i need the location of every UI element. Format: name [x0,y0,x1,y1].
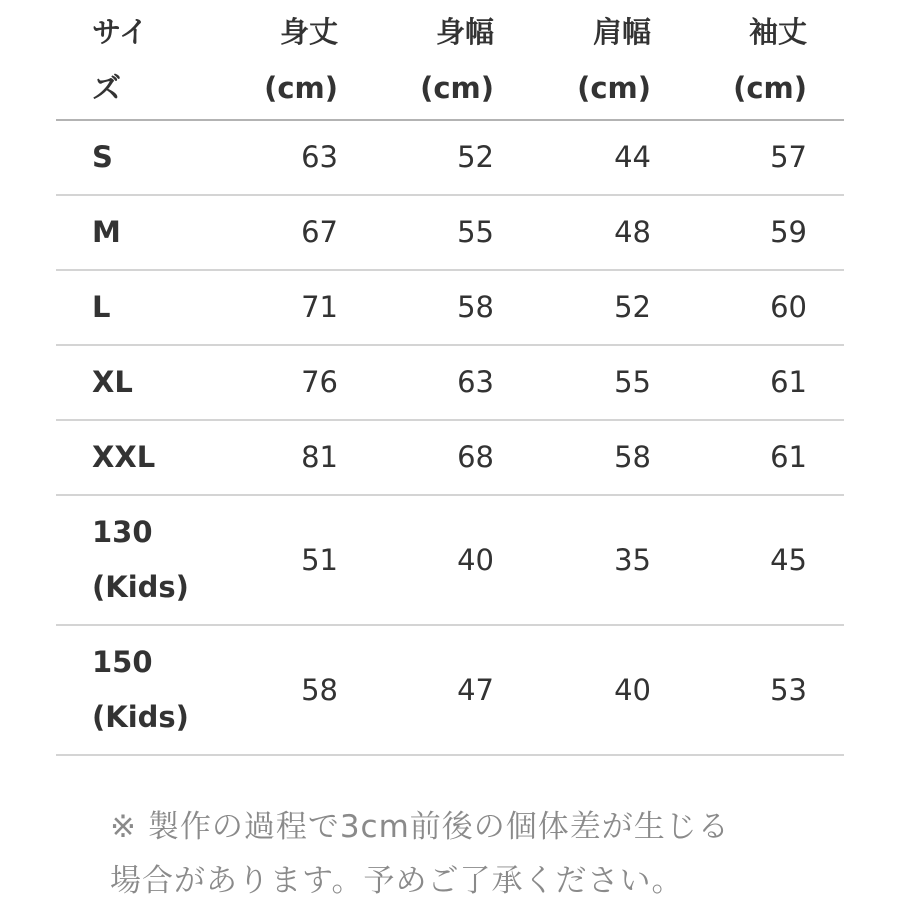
shoulder-width-value: 52 [614,290,651,324]
body-width-value: 58 [457,290,494,324]
header-sleeve-length-unit: (cm) [733,70,807,105]
header-body-length-label: 身丈 [279,14,338,49]
size-label-text: XXL [92,440,156,474]
header-size-line1: サイ [92,14,148,49]
shoulder-width-value: 55 [614,365,651,399]
header-body-width-unit: (cm) [420,70,494,105]
body-length-value: 67 [301,215,338,249]
header-shoulder-width-label: 肩幅 [592,14,651,49]
body-length-value: 76 [301,365,338,399]
note-line-1: ※ 製作の過程で3cm前後の個体差が生じる [110,809,730,845]
header-body-length [218,0,338,119]
note-line-2: 場合があります。予めご了承ください。 [110,863,684,899]
table-row [56,121,844,196]
sleeve-length-value: 45 [770,542,807,577]
sleeve-length-value: 57 [770,140,807,174]
sleeve-length-value: 60 [770,290,807,324]
shoulder-width-value: 44 [614,140,651,174]
header-shoulder-width [531,0,651,119]
size-label-subtext: (Kids) [92,570,189,604]
table-row [56,496,844,626]
header-size-line2: ズ [92,70,122,105]
body-length-value: 63 [301,140,338,174]
size-label-text: S [92,140,113,174]
body-length-value: 58 [301,672,338,707]
shoulder-width-value: 40 [614,672,651,707]
sleeve-length-value: 61 [770,440,807,474]
header-body-length-unit: (cm) [264,70,338,105]
body-length-value: 71 [301,290,338,324]
size-chart-table [56,0,844,756]
body-length-value: 51 [301,542,338,577]
size-label-text: 150 [92,645,153,679]
body-width-value: 52 [457,140,494,174]
header-body-width-label: 身幅 [435,14,494,49]
header-sleeve-length [687,0,807,119]
table-row [56,626,844,756]
sleeve-length-value: 59 [770,215,807,249]
body-length-value: 81 [301,440,338,474]
table-row [56,196,844,271]
body-width-value: 47 [457,672,494,707]
table-row [56,271,844,346]
size-label-text: M [92,215,121,249]
size-label-subtext: (Kids) [92,700,189,734]
header-sleeve-length-label: 袖丈 [748,14,807,49]
body-width-value: 68 [457,440,494,474]
shoulder-width-value: 48 [614,215,651,249]
body-width-value: 55 [457,215,494,249]
size-label-text: XL [92,365,133,399]
shoulder-width-value: 58 [614,440,651,474]
size-label-text: L [92,290,111,324]
table-row [56,421,844,496]
body-width-value: 63 [457,365,494,399]
size-variance-note [110,800,870,900]
table-row [56,346,844,421]
size-label-text: 130 [92,515,153,549]
shoulder-width-value: 35 [614,542,651,577]
body-width-value: 40 [457,542,494,577]
sleeve-length-value: 53 [770,672,807,707]
table-header-row [56,0,844,121]
sleeve-length-value: 61 [770,365,807,399]
header-shoulder-width-unit: (cm) [577,70,651,105]
header-body-width [374,0,494,119]
